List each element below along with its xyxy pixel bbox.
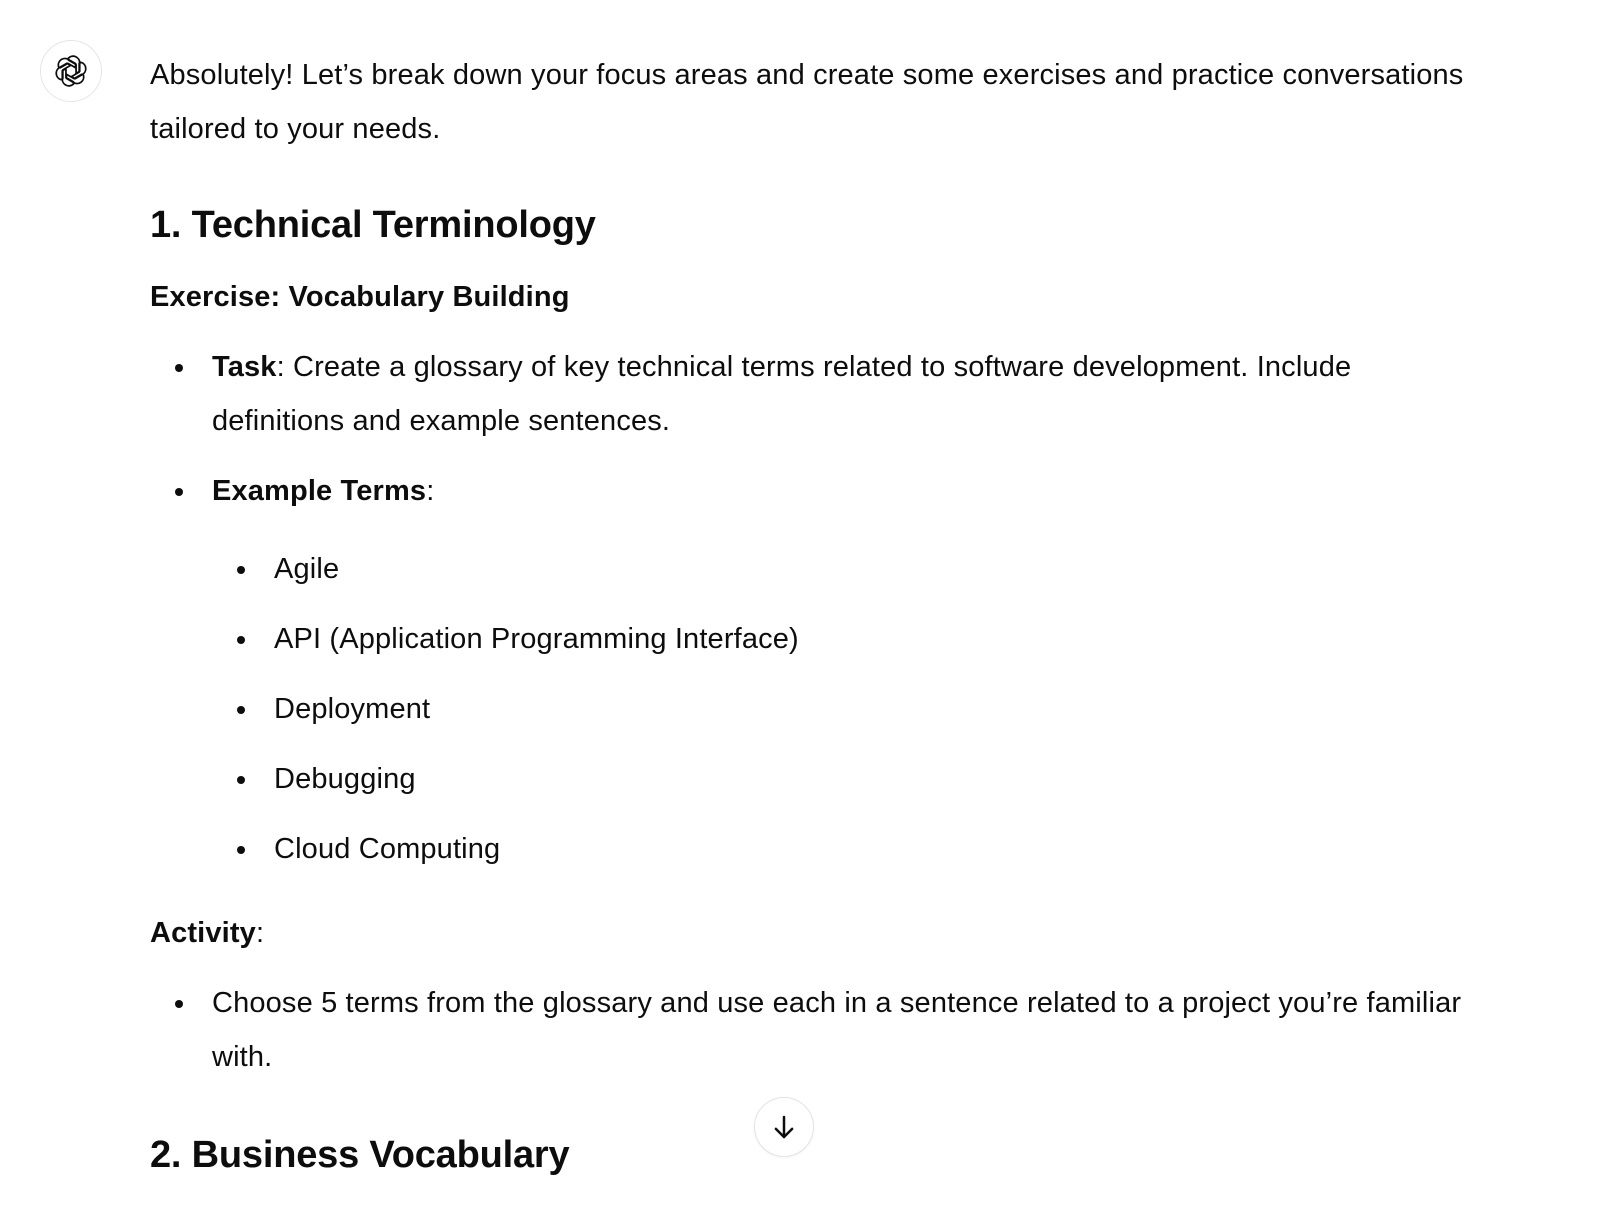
task-text: : Create a glossary of key technical terms related to software development. Include definitions and example sentences. xyxy=(212,351,1352,437)
message-intro: Absolutely! Let’s break down your focus areas and create some exercises and practice conversations tailored to your needs. xyxy=(150,59,1464,145)
section-heading-technical-terminology: 1. Technical Terminology xyxy=(150,204,596,246)
exercise-label: Exercise: Vocabulary Building xyxy=(150,281,570,313)
arrow-down-icon xyxy=(769,1112,799,1142)
assistant-message xyxy=(150,48,1480,1100)
term-item: API (Application Programming Interface) xyxy=(212,612,1480,666)
exercise-list xyxy=(150,340,1480,876)
term-item: Deployment xyxy=(212,682,1480,736)
scroll-to-bottom-button[interactable] xyxy=(754,1097,814,1157)
assistant-avatar xyxy=(40,40,102,102)
example-terms-colon: : xyxy=(426,475,435,507)
activity-list xyxy=(150,976,1480,1084)
term-item: Debugging xyxy=(212,752,1480,806)
activity-colon: : xyxy=(255,917,265,949)
activity-label: Activity xyxy=(150,917,256,949)
task-label: Task xyxy=(212,351,277,383)
section-heading-business-vocabulary: 2. Business Vocabulary xyxy=(150,1134,570,1176)
example-terms-label: Example Terms xyxy=(212,475,427,507)
term-item: Cloud Computing xyxy=(212,822,1480,876)
list-item-example-terms xyxy=(150,464,1480,876)
openai-logo-icon xyxy=(52,52,90,90)
activity-heading xyxy=(150,906,1480,960)
list-item-task xyxy=(150,340,1480,448)
example-terms-list xyxy=(212,542,1480,876)
term-item: Agile xyxy=(212,542,1480,596)
list-item-activity: Choose 5 terms from the glossary and use each in a sentence related to a project you’re familiar with. xyxy=(150,976,1480,1084)
